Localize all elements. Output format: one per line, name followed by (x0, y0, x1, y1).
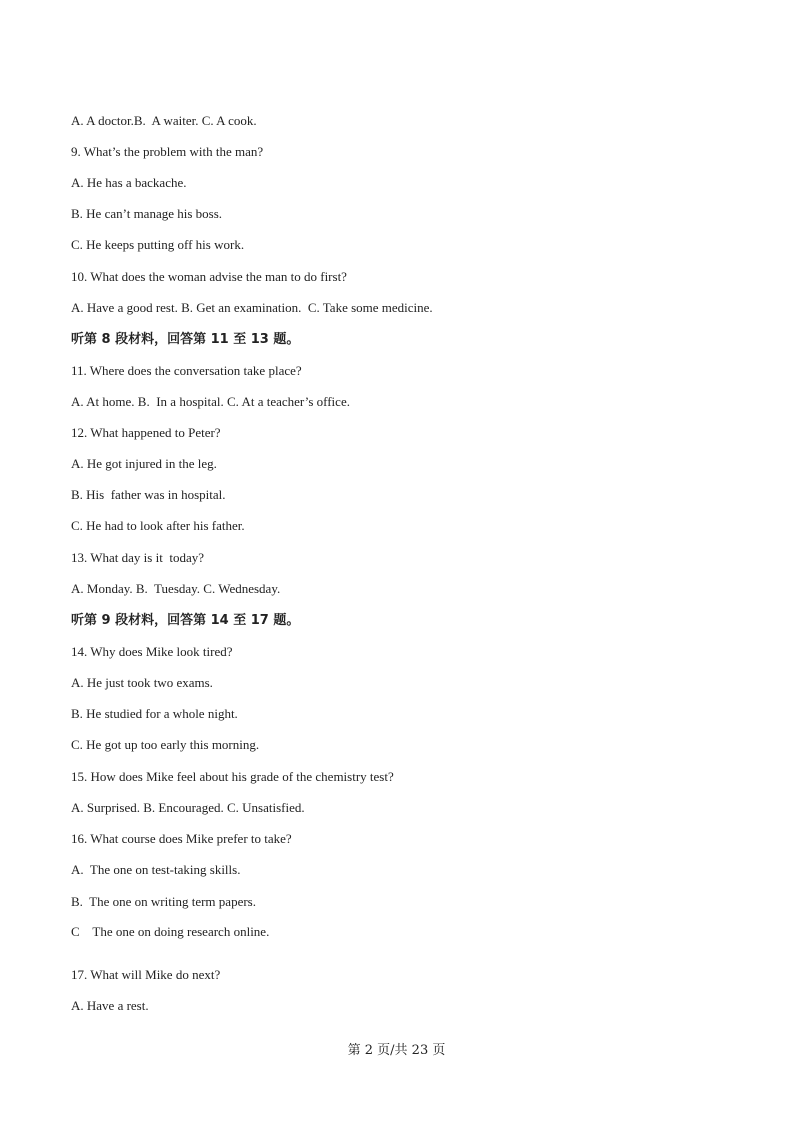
option-16c: C The one on doing research online. (71, 924, 270, 939)
section-heading-9: 听第 9 段材料，回答第 14 至 17 题。 (71, 613, 300, 628)
question-17: 17. What will Mike do next? (71, 967, 221, 982)
option-14a: A. He just took two exams. (71, 675, 213, 690)
section-heading-8: 听第 8 段材料，回答第 11 至 13 题。 (71, 332, 300, 347)
option-9b: B. He can’t manage his boss. (71, 206, 223, 221)
option-16a: A. The one on test-taking skills. (71, 862, 241, 877)
question-16: 16. What course does Mike prefer to take? (71, 831, 292, 846)
option-12b: B. His father was in hospital. (71, 487, 226, 502)
option-9a: A. He has a backache. (71, 175, 187, 190)
question-15: 15. How does Mike feel about his grade of the chemistry test? (71, 769, 394, 784)
option-9c: C. He keeps putting off his work. (71, 237, 245, 252)
option-16b: B. The one on writing term papers. (71, 894, 256, 909)
option-14b: B. He studied for a whole night. (71, 706, 238, 721)
option-17a: A. Have a rest. (71, 998, 149, 1013)
option-line-q10: A. Have a good rest. B. Get an examination. C. Take some medicine. (71, 300, 433, 315)
question-13: 13. What day is it today? (71, 550, 204, 565)
question-9: 9. What’s the problem with the man? (71, 144, 264, 159)
option-line-q15: A. Surprised. B. Encouraged. C. Unsatisfied. (71, 800, 305, 815)
option-line-q8: A. A doctor.B. A waiter. C. A cook. (71, 113, 257, 128)
option-12c: C. He had to look after his father. (71, 518, 245, 533)
option-14c: C. He got up too early this morning. (71, 737, 260, 752)
page-footer: 第 2 页/共 23 页 (347, 1043, 446, 1058)
question-12: 12. What happened to Peter? (71, 425, 221, 440)
option-12a: A. He got injured in the leg. (71, 456, 217, 471)
question-11: 11. Where does the conversation take place? (71, 363, 302, 378)
question-10: 10. What does the woman advise the man to do first? (71, 269, 347, 284)
option-line-q13: A. Monday. B. Tuesday. C. Wednesday. (71, 581, 281, 596)
option-line-q11: A. At home. B. In a hospital. C. At a teacher’s office. (71, 394, 350, 409)
question-14: 14. Why does Mike look tired? (71, 644, 233, 659)
